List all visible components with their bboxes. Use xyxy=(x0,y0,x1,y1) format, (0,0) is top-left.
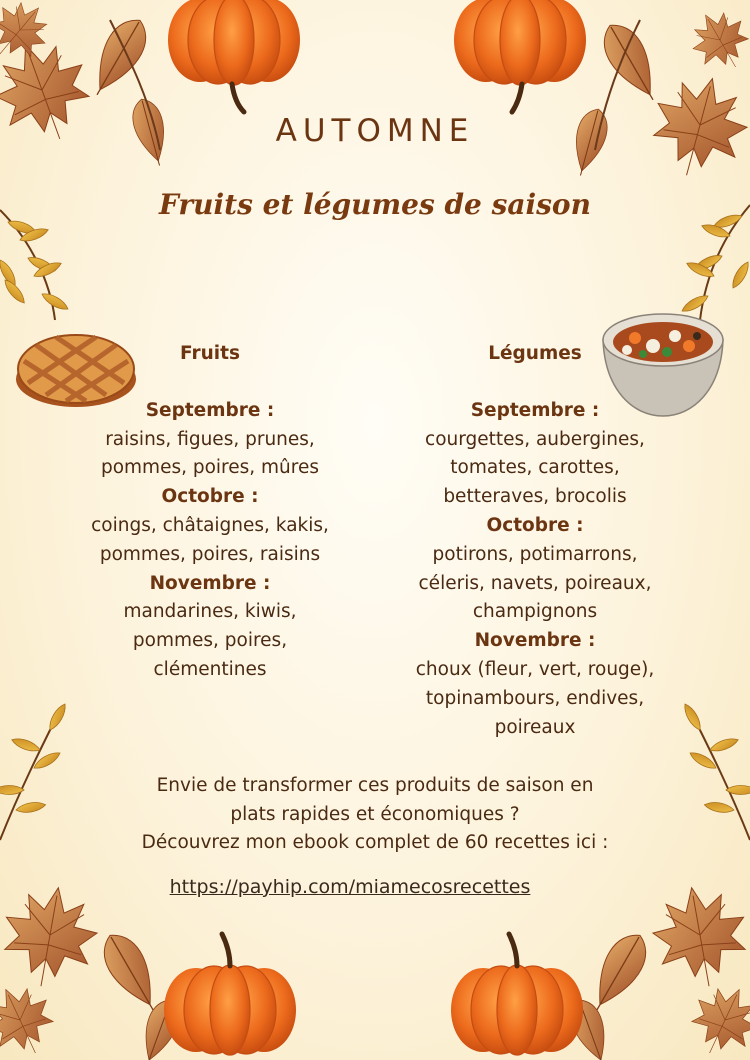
page-title: AUTOMNE xyxy=(275,113,475,149)
promo-text xyxy=(60,772,690,858)
golden-leaf-branch-icon xyxy=(0,702,69,840)
legumes-october-line: champignons xyxy=(472,601,598,623)
legumes-column xyxy=(385,340,685,742)
legumes-october-line: céleris, navets, poireaux, xyxy=(418,572,652,594)
legumes-october-line: potirons, potimarrons, xyxy=(432,543,638,565)
legumes-october-label: Octobre : xyxy=(486,514,584,536)
fruits-november-line: clémentines xyxy=(153,658,267,680)
pumpkin-icon xyxy=(164,934,296,1055)
legumes-november-line: topinambours, endives, xyxy=(425,687,645,709)
promo-line: Envie de transformer ces produits de saison en xyxy=(156,775,594,796)
maple-leaf-icon xyxy=(0,976,65,1060)
legumes-heading: Légumes xyxy=(488,343,582,364)
promo-line: plats rapides et économiques ? xyxy=(230,803,520,825)
fruits-october-line: coings, châtaignes, kakis, xyxy=(91,514,329,536)
legumes-november-line: poireaux xyxy=(494,716,576,738)
page-subtitle: Fruits et légumes de saison xyxy=(159,188,591,221)
fruits-november-line: pommes, poires, xyxy=(132,630,288,652)
legumes-september-line: betteraves, brocolis xyxy=(443,486,627,508)
fruits-september-line: raisins, figues, prunes, xyxy=(105,428,315,450)
fruits-september-label: Septembre : xyxy=(145,399,275,421)
maple-leaf-icon xyxy=(682,1,750,81)
legumes-november-line: choux (fleur, vert, rouge), xyxy=(415,658,655,680)
ebook-link[interactable]: https://payhip.com/miamecosrecettes xyxy=(169,876,531,898)
golden-leaf-branch-icon xyxy=(681,702,750,840)
fruits-november-line: mandarines, kiwis, xyxy=(123,601,297,623)
legumes-september-line: tomates, carottes, xyxy=(450,457,620,479)
promo-line: Découvrez mon ebook complet de 60 recettes ici : xyxy=(141,832,609,853)
pumpkin-icon xyxy=(454,0,586,112)
fruits-october-line: pommes, poires, raisins xyxy=(99,543,321,565)
fruits-heading: Fruits xyxy=(180,343,240,364)
maple-leaf-icon xyxy=(680,976,750,1060)
golden-leaf-branch-icon xyxy=(0,210,70,320)
oak-leaf-icon xyxy=(594,16,668,109)
legumes-september-label: Septembre : xyxy=(470,399,600,421)
pumpkin-icon xyxy=(168,0,300,112)
golden-leaf-branch-icon xyxy=(680,205,750,320)
fruits-october-label: Octobre : xyxy=(161,486,259,508)
fruits-column xyxy=(60,340,360,685)
legumes-september-line: courgettes, aubergines, xyxy=(425,428,645,450)
fruits-november-label: Novembre : xyxy=(149,572,271,594)
pumpkin-icon xyxy=(451,934,583,1055)
fruits-september-line: pommes, poires, mûres xyxy=(100,457,320,479)
oak-leaf-icon xyxy=(81,11,155,104)
legumes-november-label: Novembre : xyxy=(474,630,596,652)
